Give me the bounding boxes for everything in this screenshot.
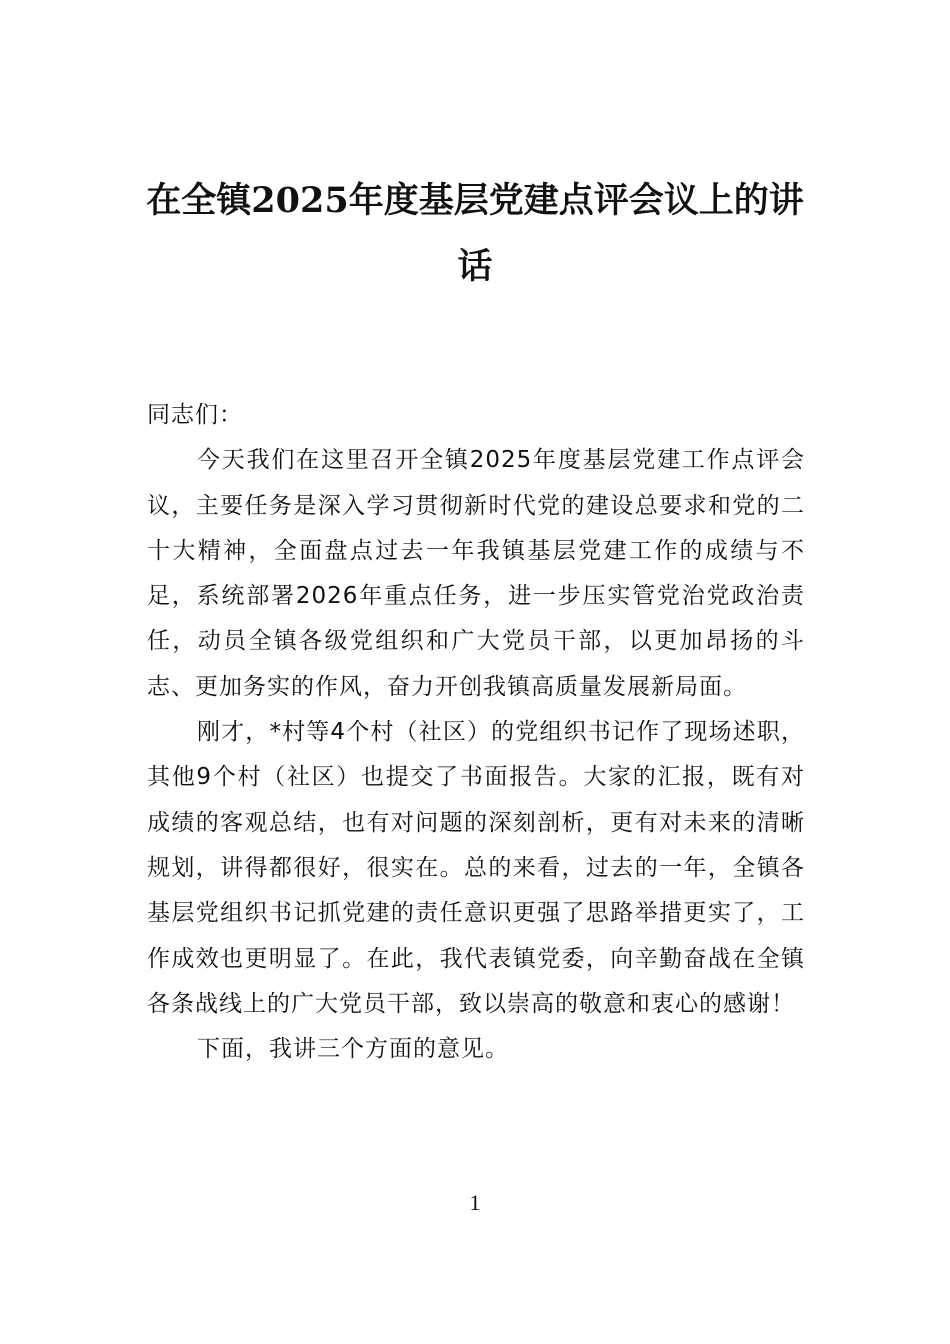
page-number: 1 [469,1190,481,1215]
paragraph-review: 刚才，*村等4个村（社区）的党组织书记作了现场述职，其他9个村（社区）也提交了书面报告。大家的汇报，既有对成绩的客观总结，也有对问题的深刻剖析，更有对未来的清晰规划，讲得都很好，很实在。总的来看，过去的一年，全镇各基层党组织书记抓党建的责任意识更强了思路举措更实了，工作成效也更明显了。在此，我代表镇党委，向辛勤奋战在全镇各条战线上的广大党员干部，致以崇高的敬意和衷心的感谢！ [147,719,805,1017]
salutation: 同志们： [147,402,243,428]
document-body [147,393,805,1072]
paragraph-transition: 下面，我讲三个方面的意见。 [197,1036,509,1063]
paragraph-opening: 今天我们在这里召开全镇2025年度基层党建工作点评会议，主要任务是深入学习贯彻新时代党的建设总要求和党的二十大精神，全面盘点过去一年我镇基层党建工作的成绩与不足，系统部署2026年重点任务，进一步压实管党治党政治责任，动员全镇各级党组织和广大党员干部，以更加昂扬的斗志、更加务实的作风，奋力开创我镇高质量发展新局面。 [147,447,805,700]
document-title: 在全镇2025年度基层党建点评会议上的讲话 [146,180,804,287]
